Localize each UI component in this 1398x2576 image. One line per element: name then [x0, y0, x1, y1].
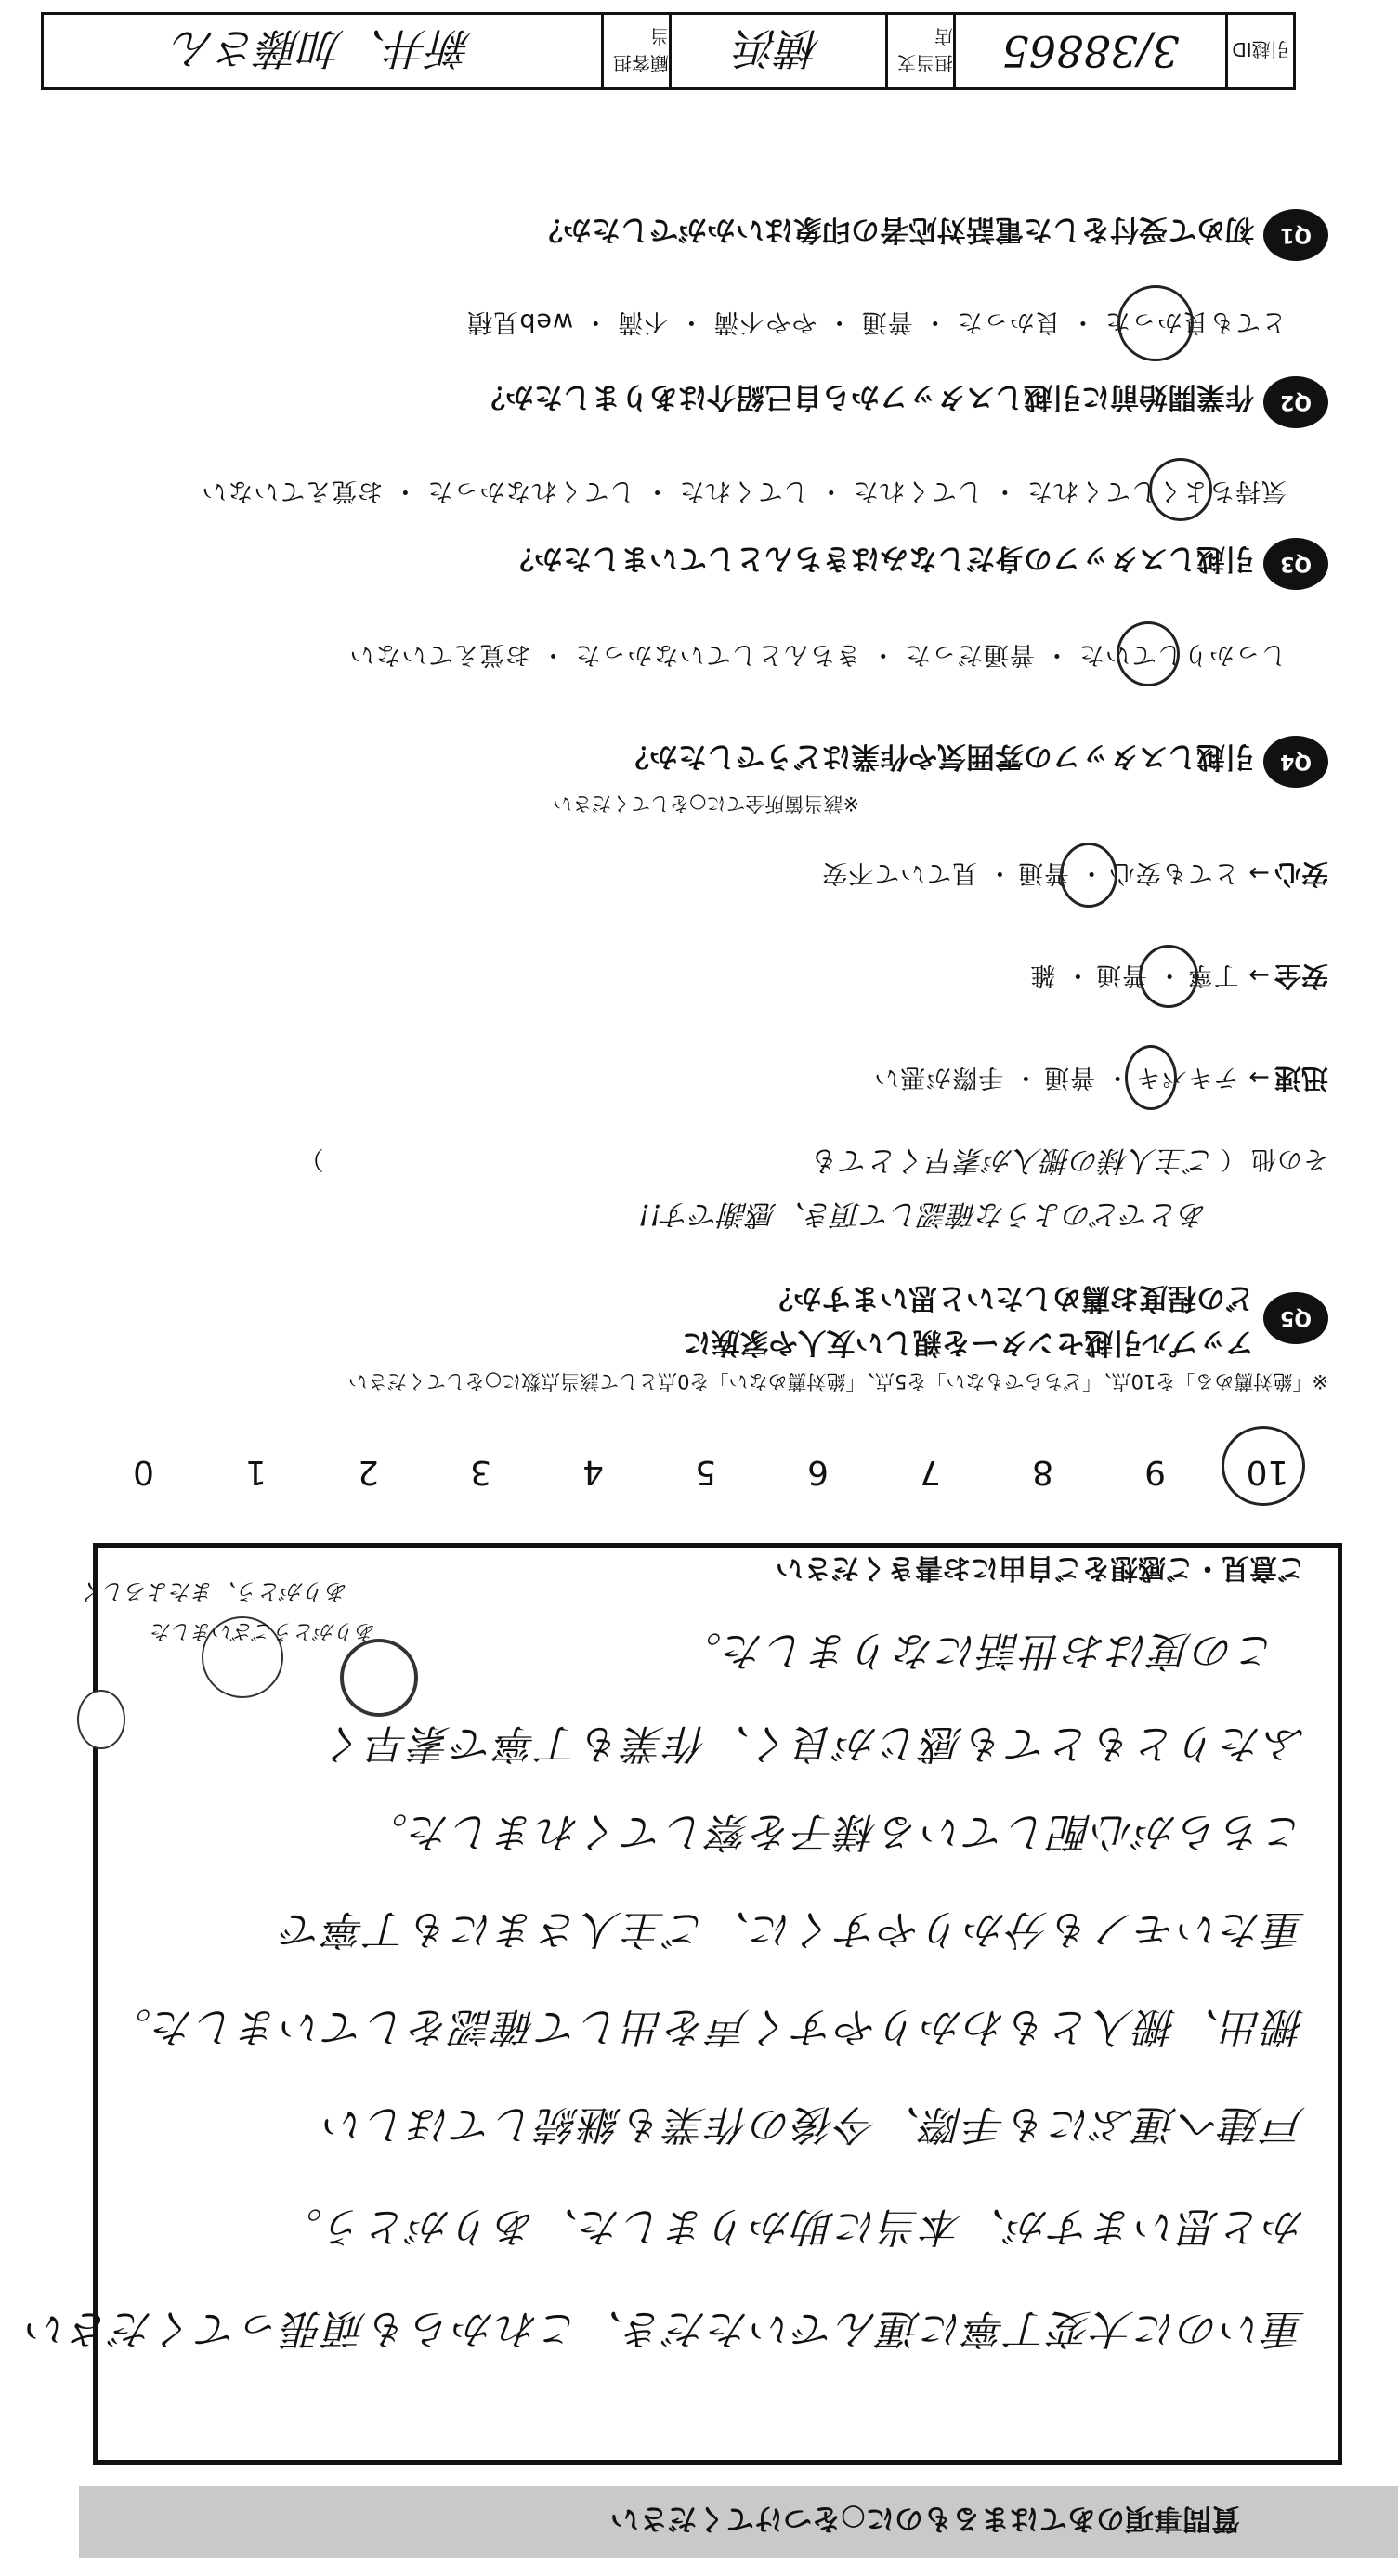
q2-option[interactable]: してくれた	[678, 477, 809, 505]
q5-score[interactable]: 2	[358, 1453, 379, 1491]
q3-bubble: Q3	[1263, 538, 1328, 590]
q2-option[interactable]: してくれなかった	[426, 477, 635, 505]
q2-options: 気持ちよくしてくれた ・ してくれた ・ してくれた ・ してくれなかった ・ お覚えていない	[201, 477, 1287, 505]
q4-other-handwriting: ご主人様の搬入が素早くとても	[811, 1144, 1215, 1177]
q4-option[interactable]: 丁寧	[1186, 961, 1239, 989]
q4-other-handwriting-2: あとでどのような確認して頂き、感謝です!!	[638, 1197, 1208, 1231]
q3-option[interactable]: きちんとしていなかった	[574, 640, 861, 669]
small-face-icon	[77, 1690, 125, 1749]
q3-text: 引越しスタッフの身だしなみはきちんとしていましたか？	[505, 542, 1254, 575]
comment-line: 重いのに大変丁寧に運んでいただき、これからも頑張ってください	[24, 2305, 1305, 2352]
branch-value: 横浜	[669, 15, 885, 87]
q5-score[interactable]: 0	[133, 1453, 154, 1491]
q1-text: 初めて受付をした電話対応者の印象はいかがでしたか？	[534, 213, 1254, 246]
q2-text: 作業開始前に引越しスタッフから自己紹介はありましたか？	[477, 380, 1254, 413]
q3-option[interactable]: 普通だった	[904, 640, 1035, 669]
q2-option[interactable]: してくれた	[852, 477, 983, 505]
q4-text: 引越しスタッフの雰囲気や作業はどうでしたか？	[621, 739, 1254, 773]
q4-row-label: 安心	[1274, 858, 1328, 890]
q5-bubble: Q5	[1263, 1292, 1328, 1344]
id-value: 3/38865	[953, 15, 1225, 87]
q1-option[interactable]: 不満	[617, 307, 670, 336]
q5-score[interactable]: 4	[582, 1453, 604, 1491]
q4-option[interactable]: 見ていて不安	[821, 858, 978, 887]
q4-option[interactable]: 雑	[1029, 961, 1056, 989]
name-label: 顧客担当	[601, 15, 669, 87]
q5-score[interactable]: 5	[695, 1453, 716, 1491]
q3-selection-mark	[1117, 621, 1180, 686]
q4-safety-selection-mark	[1139, 945, 1198, 1008]
q3-option[interactable]: しっかりしていた	[1078, 640, 1287, 669]
q1-option[interactable]: 良かった	[956, 307, 1061, 336]
q5-score[interactable]: 1	[245, 1453, 267, 1491]
q1-selection-mark	[1117, 285, 1194, 361]
q1-bubble: Q1	[1263, 209, 1328, 261]
comment-line: かと思いますが、本当に助かりました、ありがとう。	[280, 2203, 1305, 2250]
q4-option[interactable]: 普通	[1094, 961, 1147, 989]
comment-line: 重たいモノも分かりやすくに、ご主人さまにも丁寧で	[280, 1905, 1305, 1953]
q4-speed-selection-mark	[1125, 1045, 1177, 1110]
q4-other: その他 （ ご主人様の搬入が素早くとても ）	[297, 1144, 1328, 1177]
q4-option[interactable]: テキパキ	[1134, 1063, 1239, 1092]
name-value: 新井、加藤さん	[173, 23, 472, 73]
comment-line: 搬出、搬入ともわかりやすく声を出して確認をしていました。	[109, 2003, 1305, 2050]
q4-other-label: その他	[1250, 1144, 1328, 1173]
q4-row-relief: 安心 → とても安心 ・ 普通 ・ 見ていて不安	[821, 858, 1328, 890]
q4-option[interactable]: 普通	[1042, 1063, 1095, 1092]
sketch-note-2: ありがとうございました	[150, 1619, 376, 1642]
comment-line: ふたりともとても感じが良く、作業も丁寧で素早く	[322, 1720, 1305, 1767]
q5-note: ※「絶対薦める」を10点、「どちらでもない」を5点、「絶対薦めない」を0点として該当点数に○をしてください	[347, 1370, 1328, 1393]
q2-option[interactable]: 気持ちよくしてくれた	[1026, 477, 1287, 505]
q4-relief-selection-mark	[1060, 843, 1117, 908]
q5-score[interactable]: 9	[1144, 1453, 1166, 1491]
q2-option[interactable]: お覚えていない	[201, 477, 384, 505]
q4-row-safety: 安全 → 丁寧 ・ 普通 ・ 雑	[1029, 961, 1328, 992]
q4-option[interactable]: 手際が悪い	[873, 1063, 1004, 1092]
headphone-face-icon	[340, 1639, 418, 1717]
q1-option[interactable]: web見積	[466, 307, 574, 336]
sketch-note-1: ありがとう、またよろしく	[81, 1578, 348, 1604]
q5-score[interactable]: 6	[807, 1453, 829, 1491]
q1-option[interactable]: 普通	[860, 307, 913, 336]
q5-text-2: どの程度お薦めしたいと思いますか？	[764, 1281, 1254, 1314]
comment-title: ご意見・ご感想をご自由にお書きください	[776, 1551, 1305, 1584]
q1-option[interactable]: やや不満	[712, 307, 817, 336]
q5-text-1: アップル引越センターを親しい友人や家族に	[682, 1326, 1254, 1359]
comment-line: この度はお世話になりました。	[679, 1627, 1277, 1674]
q3-option[interactable]: お覚えていない	[348, 640, 531, 669]
intro-text: 質問事項のあてはまるものに○をつけてください	[609, 2502, 1240, 2535]
q5-score[interactable]: 7	[920, 1453, 941, 1491]
q4-note: ※該当箇所全てに○をしてください	[553, 792, 859, 815]
q3-options: しっかりしていた ・ 普通だった ・ きちんとしていなかった ・ お覚えていない	[348, 640, 1287, 669]
header-box	[41, 12, 1296, 90]
q5-score[interactable]: 10	[1246, 1453, 1289, 1491]
q5-selection-mark	[1222, 1426, 1305, 1506]
q5-score[interactable]: 8	[1032, 1453, 1053, 1491]
q5-scale	[87, 1453, 1324, 1491]
q4-row-label: 迅速	[1274, 1063, 1328, 1094]
q1-options: とても良かった ・ 良かった ・ 普通 ・ やや不満 ・ 不満 ・ web見積	[466, 307, 1287, 336]
q4-bubble: Q4	[1263, 736, 1328, 788]
q4-row-speed: 迅速 → テキパキ ・ 普通 ・ 手際が悪い	[873, 1063, 1328, 1094]
id-label: 引越ID	[1225, 15, 1293, 87]
branch-label: 担当支店	[885, 15, 953, 87]
q5-score[interactable]: 3	[470, 1453, 491, 1491]
q4-row-label: 安全	[1274, 961, 1328, 992]
q4-option[interactable]: とても安心	[1108, 858, 1239, 887]
q2-selection-mark	[1149, 458, 1212, 521]
q1-option[interactable]: とても良かった	[1104, 307, 1287, 336]
q4-option[interactable]: 普通	[1016, 858, 1069, 887]
q2-bubble: Q2	[1263, 376, 1328, 428]
comment-line: 戸建へ運ぶにも手際、今後の作業も継続してほしい	[322, 2100, 1305, 2148]
comment-line: こちらが心配している様子を察してくれました。	[365, 1808, 1305, 1855]
